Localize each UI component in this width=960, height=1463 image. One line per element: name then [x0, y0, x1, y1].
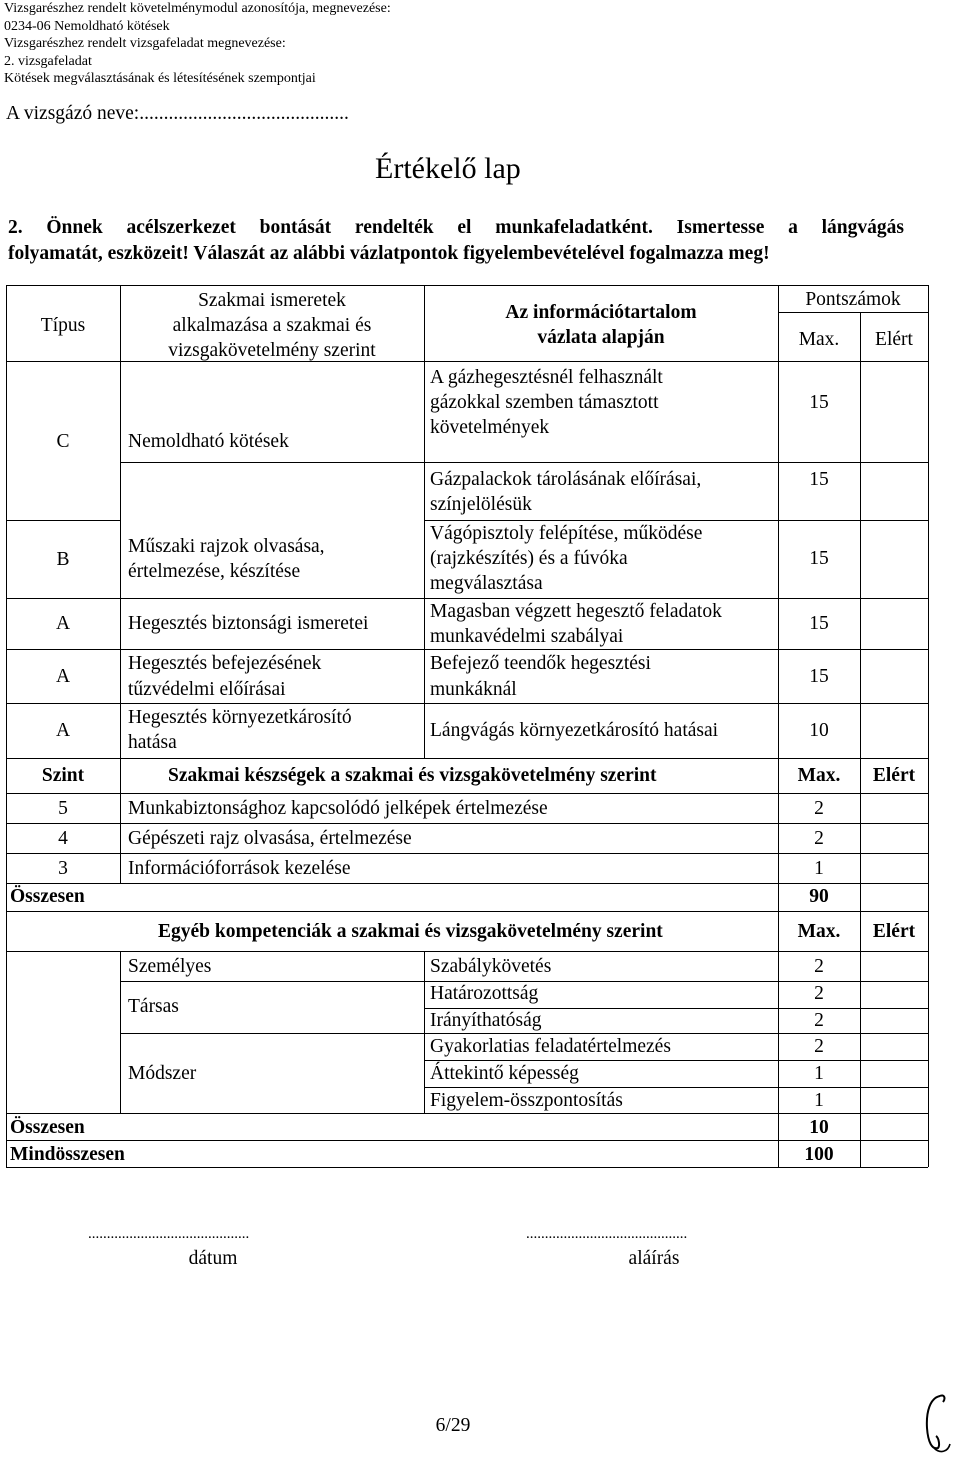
col-max-header: Max. [797, 765, 841, 786]
row-type: B [56, 549, 70, 570]
row-max-points: 15 [809, 392, 829, 413]
competency-text: Szabálykövetés [430, 956, 552, 977]
task-name: Kötések megválasztásának és létesítésének szempontjai [4, 71, 316, 86]
competency-max: 2 [814, 983, 824, 1004]
competency-text: Irányíthatóság [430, 1010, 542, 1031]
row-info: Lángvágás környezetkárosító hatásai [430, 720, 719, 741]
row-skill: Hegesztés biztonsági ismeretei [128, 613, 369, 634]
row-skill: Nemoldható kötések [128, 431, 289, 452]
group-personal: Személyes [128, 956, 212, 977]
competency-text: Határozottság [430, 983, 539, 1004]
competency-max: 1 [814, 1063, 824, 1084]
row-max-points: 15 [809, 469, 829, 490]
competency-max: 1 [814, 1090, 824, 1111]
row-skill-line: Hegesztés környezetkárosító [128, 707, 352, 728]
task-text-line1: 2. Önnek acélszerkezet bontását rendelték el munkafeladatként. Ismertesse a lángvágás [8, 217, 904, 238]
skill-level: 5 [58, 798, 68, 819]
competency-max: 2 [814, 956, 824, 977]
row-info-line: követelmények [430, 417, 550, 438]
row-type: A [55, 720, 71, 741]
row-skill-line: Hegesztés befejezésének [128, 653, 322, 674]
row-skill-line: tűzvédelmi előírásai [128, 679, 286, 700]
row-skill-line: hatása [128, 732, 177, 753]
row-info-line: Befejező teendők hegesztési [430, 653, 651, 674]
skills-table-title: Szakmai készségek a szakmai és vizsgakövetelmény szerint [168, 765, 657, 786]
task-number: 2. vizsgafeladat [4, 53, 92, 69]
col-achieved-header: Elért [872, 765, 916, 786]
col-achieved-header: Elért [875, 329, 913, 350]
task-text-line2: folyamatát, eszközeit! Válaszát az alábbi vázlatpontok figyelembevételével fogalmazza meg! [8, 243, 770, 264]
competency-table-title: Egyéb kompetenciák a szakmai és vizsgakövetelmény szerint [158, 921, 663, 942]
competency-max: 2 [814, 1036, 824, 1057]
signature-label: aláírás [628, 1248, 680, 1269]
competency-text: Gyakorlatias feladatértelmezés [430, 1036, 671, 1057]
col-points-header: Pontszámok [805, 289, 901, 310]
skill-max: 2 [814, 828, 824, 849]
page-title: Értékelő lap [375, 152, 521, 185]
date-label: dátum [188, 1248, 238, 1269]
group-social: Társas [128, 996, 179, 1017]
page-number: 6/29 [435, 1415, 471, 1436]
module-name: 0234-06 Nemoldható kötések [4, 18, 170, 34]
row-max-points: 15 [809, 613, 829, 634]
candidate-name-field: A vizsgázó neve:........................................... [6, 103, 349, 124]
col-skill-header-3: vizsgakövetelmény szerint [168, 340, 376, 361]
grand-total-value: 100 [804, 1144, 834, 1165]
skill-max: 2 [814, 798, 824, 819]
subtotal-value: 10 [809, 1117, 829, 1138]
col-info-header-2: vázlata alapján [537, 327, 665, 348]
module-label: Vizsgarészhez rendelt követelménymodul azonosítója, megnevezése: [4, 1, 391, 16]
col-achieved-header: Elért [872, 921, 916, 942]
row-skill-line: Műszaki rajzok olvasása, [128, 536, 325, 557]
skill-text: Munkabiztonsághoz kapcsolódó jelképek értelmezése [128, 798, 548, 819]
row-type: A [55, 666, 71, 687]
task-label: Vizsgarészhez rendelt vizsgafeladat megnevezése: [4, 36, 286, 51]
row-max-points: 15 [809, 666, 829, 687]
col-skill-header-1: Szakmai ismeretek [198, 290, 346, 311]
competency-text: Figyelem-összpontosítás [430, 1090, 623, 1111]
row-max-points: 15 [809, 548, 829, 569]
competency-max: 2 [814, 1010, 824, 1031]
row-type: C [56, 431, 70, 452]
subtotal-value: 90 [809, 886, 829, 907]
row-type: A [55, 613, 71, 634]
group-method: Módszer [128, 1063, 197, 1084]
document-header [4, 0, 391, 88]
skill-text: Információforrások kezelése [128, 858, 351, 879]
skill-level: 4 [58, 828, 68, 849]
row-info-line: színjelölésük [430, 494, 532, 515]
row-info-line: Magasban végzett hegesztő feladatok [430, 601, 722, 622]
handwritten-initial [918, 1390, 954, 1460]
col-level-header: Szint [41, 765, 85, 786]
row-info-line: Gázpalackok tárolásának előírásai, [430, 469, 702, 490]
grand-total-label: Mindösszesen [10, 1144, 125, 1165]
col-max-header: Max. [798, 329, 840, 350]
row-info-line: munkáknál [430, 679, 517, 700]
row-info-line: megválasztása [430, 573, 543, 594]
row-info-line: munkavédelmi szabályai [430, 626, 624, 647]
row-info-line: Vágópisztoly felépítése, működése [430, 523, 703, 544]
subtotal-label: Összesen [10, 1117, 85, 1138]
row-info-line: A gázhegesztésnél felhasznált [430, 367, 663, 388]
col-type-header: Típus [40, 315, 86, 336]
skill-max: 1 [814, 858, 824, 879]
row-info-line: (rajzkészítés) és a fúvóka [430, 548, 628, 569]
subtotal-label: Összesen [10, 886, 85, 907]
skill-text: Gépészeti rajz olvasása, értelmezése [128, 828, 412, 849]
row-max-points: 10 [809, 720, 829, 741]
date-line: ........................................... [88, 1226, 250, 1242]
signature-line: ........................................... [526, 1226, 688, 1242]
col-info-header-1: Az információtartalom [505, 302, 697, 323]
col-max-header: Max. [797, 921, 841, 942]
row-skill-line: értelmezése, készítése [128, 561, 301, 582]
row-info-line: gázokkal szemben támasztott [430, 392, 659, 413]
col-skill-header-2: alkalmazása a szakmai és [172, 315, 372, 336]
skill-level: 3 [58, 858, 68, 879]
competency-text: Áttekintő képesség [430, 1063, 579, 1084]
